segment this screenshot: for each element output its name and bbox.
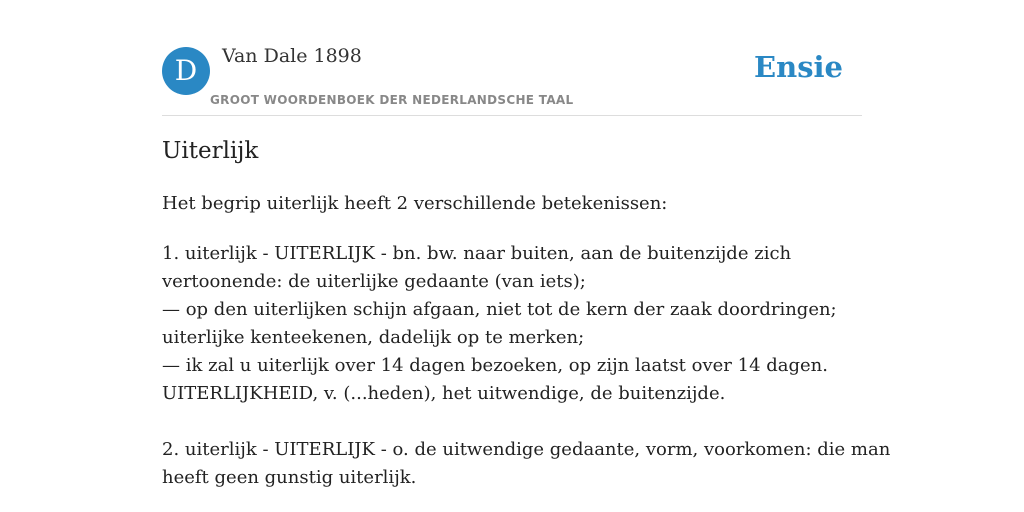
definitions-list: [162, 240, 891, 512]
dictionary-card: [162, 0, 891, 512]
source-title[interactable]: Van Dale 1898: [222, 45, 362, 67]
source-avatar[interactable]: D: [162, 47, 210, 95]
definition-line: uiterlijke kenteekenen, dadelijk op te merken;: [162, 327, 585, 348]
source-header: [162, 0, 862, 116]
source-subtitle: GROOT WOORDENBOEK DER NEDERLANDSCHE TAAL: [210, 93, 574, 107]
definition-1: [162, 240, 862, 408]
definition-2: [162, 436, 891, 492]
definition-line: UITERLIJKHEID, v. (...heden), het uitwendige, de buitenzijde.: [162, 383, 726, 404]
definition-line: — ik zal u uiterlijk over 14 dagen bezoeken, op zijn laatst over 14 dagen.: [162, 355, 828, 376]
definition-line: 2. uiterlijk - UITERLIJK - o. de uitwendige gedaante, vorm, voorkomen: die man: [162, 439, 891, 460]
definition-line: — op den uiterlijken schijn afgaan, niet tot de kern der zaak doordringen;: [162, 299, 837, 320]
brand-logo[interactable]: Ensie: [754, 50, 843, 84]
definition-line: 1. uiterlijk - UITERLIJK - bn. bw. naar buiten, aan de buitenzijde zich: [162, 243, 792, 264]
entry-intro: Het begrip uiterlijk heeft 2 verschillende betekenissen:: [162, 193, 668, 214]
definition-line: vertoonende: de uiterlijke gedaante (van iets);: [162, 271, 586, 292]
definition-line: heeft geen gunstig uiterlijk.: [162, 467, 417, 488]
entry-title: Uiterlijk: [162, 138, 259, 164]
